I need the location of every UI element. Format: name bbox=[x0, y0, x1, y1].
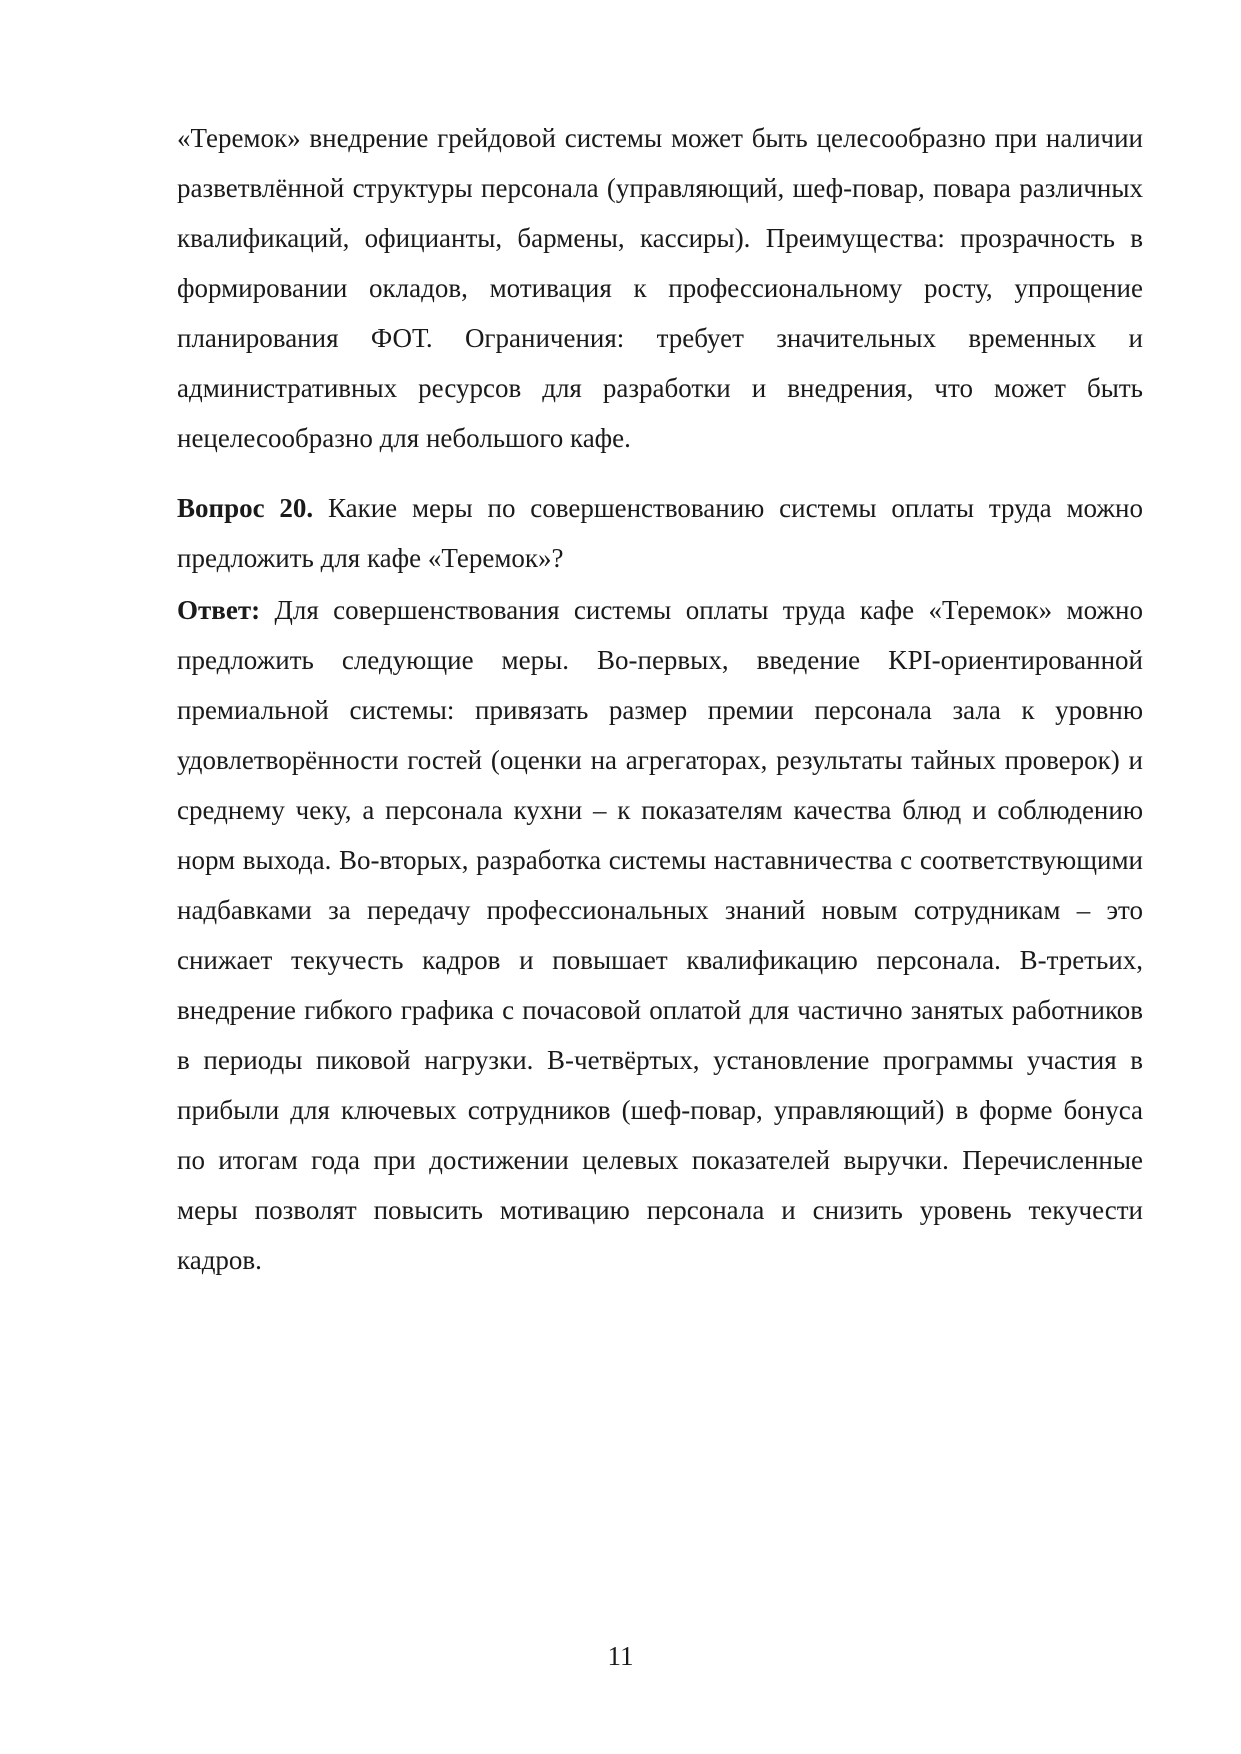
question-text: Какие меры по совершенствованию системы оплаты труда можно предложить для кафе «Теремок»? bbox=[177, 493, 1143, 573]
page-body bbox=[177, 113, 1143, 1285]
question-paragraph bbox=[177, 483, 1143, 583]
question-label: Вопрос 20. bbox=[177, 493, 314, 523]
answer-label: Ответ: bbox=[177, 595, 261, 625]
answer-text: Для совершенствования системы оплаты труда кафе «Теремок» можно предложить следующие меры. Во-первых, введение KPI-ориентированной премиальной системы: привязать размер премии персонала зала к уровню удовлетворённости гостей (оценки на агрегаторах, результаты тайных проверок) и среднему чеку, а персонала кухни – к показателям качества блюд и соблюдению норм выхода. Во-вторых, разработка системы наставничества с соответствующими надбавками за передачу профессиональных знаний новым сотрудникам – это снижает текучесть кадров и повышает квалификацию персонала. В-третьих, внедрение гибкого графика с почасовой оплатой для частично занятых работников в периоды пиковой нагрузки. В-четвёртых, установление программы участия в прибыли для ключевых сотрудников (шеф-повар, управляющий) в форме бонуса по итогам года при достижении целевых показателей выручки. Перечисленные меры позволят повысить мотивацию персонала и снизить уровень текучести кадров. bbox=[177, 595, 1143, 1275]
page-number: 11 bbox=[607, 1641, 634, 1671]
intro-paragraph: «Теремок» внедрение грейдовой системы может быть целесообразно при наличии разветвлённой структуры персонала (управляющий, шеф-повар, повара различных квалификаций, официанты, бармены, кассиры). Преимущества: прозрачность в формировании окладов, мотивация к профессиональному росту, упрощение планирования ФОТ. Ограничения: требует значительных временных и административных ресурсов для разработки и внедрения, что может быть нецелесообразно для небольшого кафе. bbox=[177, 123, 1143, 453]
answer-paragraph bbox=[177, 585, 1143, 1285]
